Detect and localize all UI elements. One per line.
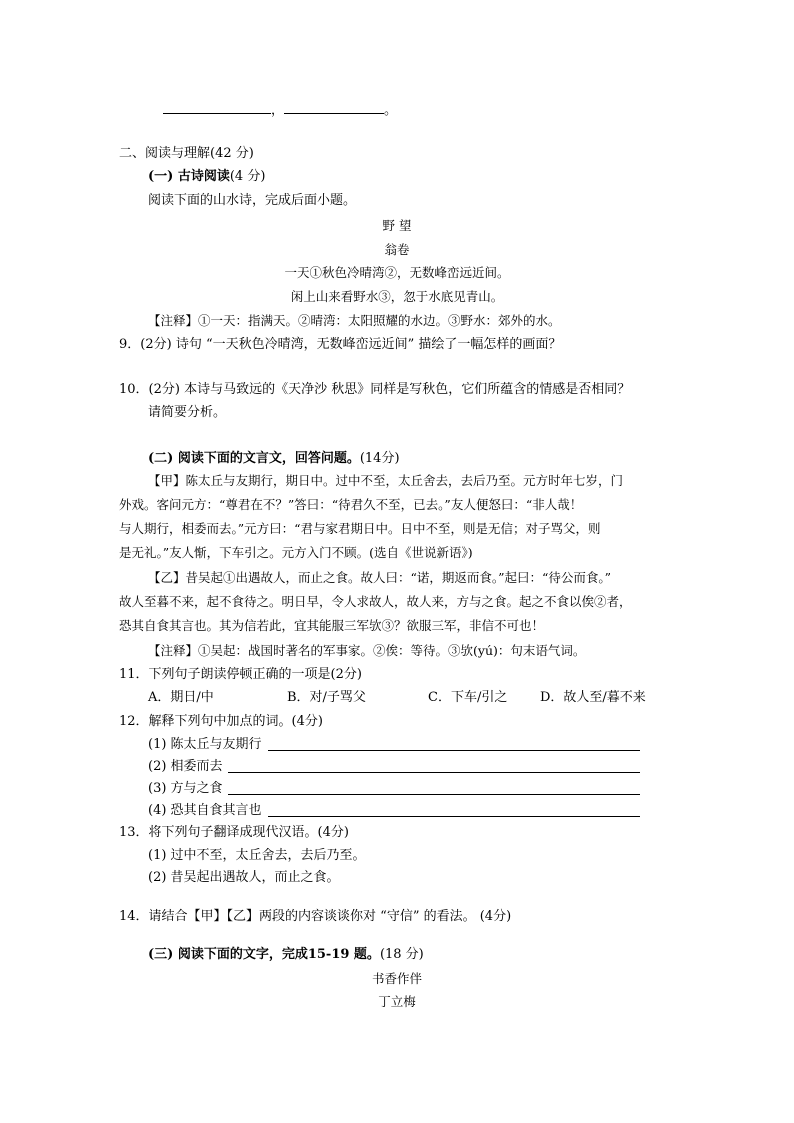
poem-author: 翁卷 [384, 242, 410, 257]
option-c[interactable]: C．下车/引之 [428, 690, 508, 705]
option-a[interactable]: A．期日/中 [148, 690, 214, 705]
part1-instruction: 阅读下面的山水诗，完成后面小题。 [148, 193, 357, 208]
question-10: 10．(2分) 本诗与马致远的《天净沙 秋思》同样是写秋色，它们所蕴含的情感是否相同？ [119, 382, 631, 397]
question-10-cont: 请简要分析。 [148, 405, 227, 420]
part2-heading-title: (二) 阅读下面的文言文，回答问题。 [148, 451, 360, 466]
passage-jia-line: 与人期行，相委而去。”元方曰：“君与家君期日中。日中不至，则是无信；对子骂父，则 [119, 521, 601, 536]
q13-item-1: (1) 过中不至，太丘舍去，去后乃至。 [148, 848, 366, 863]
part1-heading [148, 169, 265, 185]
part1-heading-title: 古诗阅读 [173, 169, 230, 184]
section-heading: 二、阅读与理解(42 分) [119, 146, 254, 161]
passage-jia-line: 外戏。客问元方：“尊君在不？”答曰：“待君久不至，已去。”友人便怒曰：“非人哉！ [119, 497, 583, 512]
period: 。 [384, 103, 398, 118]
part3-heading-title: (三) 阅读下面的文字，完成15-19 题。 [148, 947, 380, 962]
passage-yi-line: 恐其自食其言也。其为信若此，宜其能服三军欤③？欲服三军，非信不可也！ [119, 618, 545, 633]
q12-item-3: (3) 方与之食 [148, 781, 223, 796]
answer-line[interactable] [268, 816, 640, 817]
poem-line: 一天①秋色冷晴湾②，无数峰峦远近间。 [284, 265, 510, 280]
comma: ， [271, 103, 285, 118]
question-9: 9．(2分) 诗句 “一天秋色冷晴湾，无数峰峦远近间” 描绘了一幅怎样的画面？ [119, 337, 562, 352]
question-13: 13．将下列句子翻译成现代汉语。(4分) [119, 825, 349, 840]
answer-blank[interactable] [163, 101, 271, 114]
option-b[interactable]: B．对/子骂父 [287, 690, 366, 705]
poem-title: 野 望 [382, 218, 412, 233]
passage-yi-line: 【乙】昔吴起①出遇故人，而止之食。故人曰：“诺，期返而食。”起曰：“待公而食。” [148, 570, 612, 585]
question-12: 12．解释下列句中加点的词。(4分) [119, 714, 323, 729]
part3-heading [148, 947, 424, 963]
passage-jia-line: 是无礼。”友人惭，下车引之。元方入门不顾。(选自《世说新语》) [119, 545, 473, 560]
poem-line: 闲上山来看野水③，忽于水底见青山。 [290, 289, 504, 304]
part1-heading-score: (4 分) [229, 169, 266, 184]
q12-item-4: (4) 恐其自食其言也 [148, 803, 262, 818]
article-author: 丁立梅 [378, 994, 416, 1009]
part1-heading-num: (一) [148, 169, 174, 184]
q12-item-2: (2) 相委而去 [148, 759, 223, 774]
answer-line[interactable] [228, 794, 640, 795]
option-d[interactable]: D．故人至/暮不来 [540, 690, 646, 705]
question-11: 11．下列句子朗读停顿正确的一项是(2分) [119, 667, 362, 682]
part2-heading-score: (14分) [359, 451, 400, 466]
answer-blank[interactable] [284, 101, 384, 114]
answer-line[interactable] [228, 772, 640, 773]
question-14: 14．请结合【甲】【乙】两段的内容谈谈你对 “守信” 的看法。 (4分) [119, 909, 512, 924]
passage-note: 【注释】①吴起：战国时著名的军事家。②俟：等待。③欤(yú)：句末语气词。 [148, 643, 586, 658]
q12-item-1: (1) 陈太丘与友期行 [148, 737, 262, 752]
q13-item-2: (2) 昔吴起出遇故人，而止之食。 [148, 870, 340, 885]
poem-note: 【注释】①一天：指满天。②晴湾：太阳照耀的水边。③野水：郊外的水。 [148, 313, 561, 328]
part3-heading-score: (18 分) [379, 947, 424, 962]
passage-jia-line: 【甲】陈太丘与友期行，期日中。过中不至，太丘舍去，去后乃至。元方时年七岁，门 [148, 473, 624, 488]
part2-heading [148, 451, 400, 467]
article-title: 书香作伴 [371, 971, 422, 986]
passage-yi-line: 故人至暮不来，起不食待之。明日早，令人求故人，故人来，方与之食。起之不食以俟②者， [119, 594, 632, 609]
answer-line[interactable] [268, 750, 640, 751]
top-answer-blanks [163, 101, 397, 119]
